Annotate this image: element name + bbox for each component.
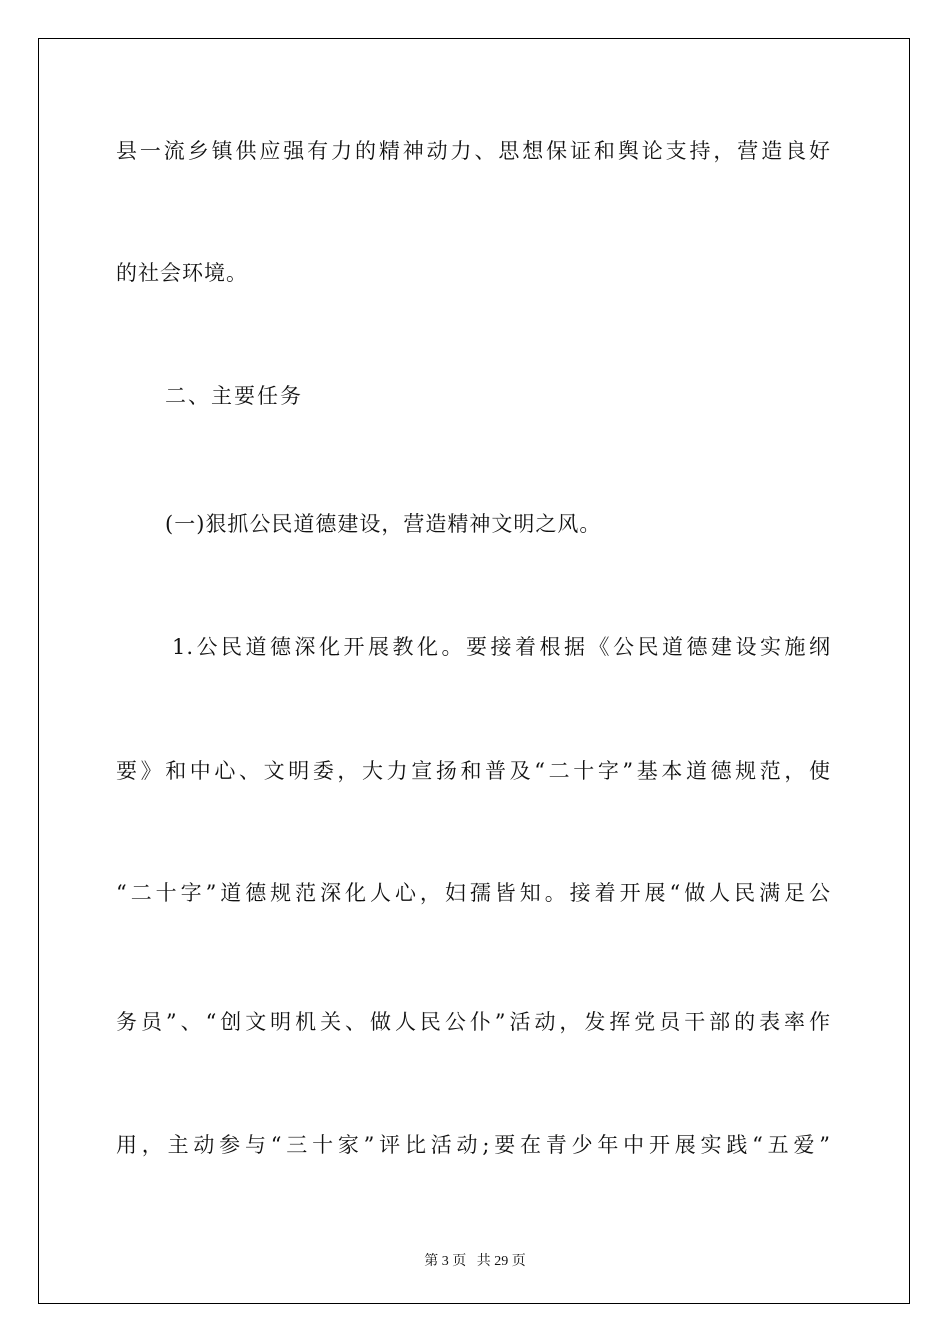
page-total: 共 29 页 xyxy=(476,1254,526,1269)
body-text-line-8: 务员”、“创文明机关、做人民公仆”活动，发挥党员干部的表率作 xyxy=(116,1010,831,1034)
subsection-heading: (一)狠抓公民道德建设，营造精神文明之风。 xyxy=(165,512,602,536)
body-text-line-5: 1.公民道德深化开展教化。要接着根据《公民道德建设实施纲 xyxy=(172,635,831,659)
body-text-line-7: “二十字”道德规范深化人心，妇孺皆知。接着开展“做人民满足公 xyxy=(116,881,831,905)
body-text-line-9: 用，主动参与“三十家”评比活动;要在青少年中开展实践“五爱” xyxy=(116,1133,831,1157)
page-number: 第 3 页 xyxy=(424,1254,467,1269)
body-text-line-1: 县一流乡镇供应强有力的精神动力、思想保证和舆论支持，营造良好 xyxy=(116,139,831,163)
section-heading: 二、主要任务 xyxy=(165,384,303,408)
page-footer xyxy=(0,1250,950,1270)
body-text-line-2: 的社会环境。 xyxy=(116,261,248,285)
body-text-line-6: 要》和中心、文明委，大力宣扬和普及“二十字”基本道德规范，使 xyxy=(116,759,831,783)
page-border xyxy=(38,38,910,1304)
